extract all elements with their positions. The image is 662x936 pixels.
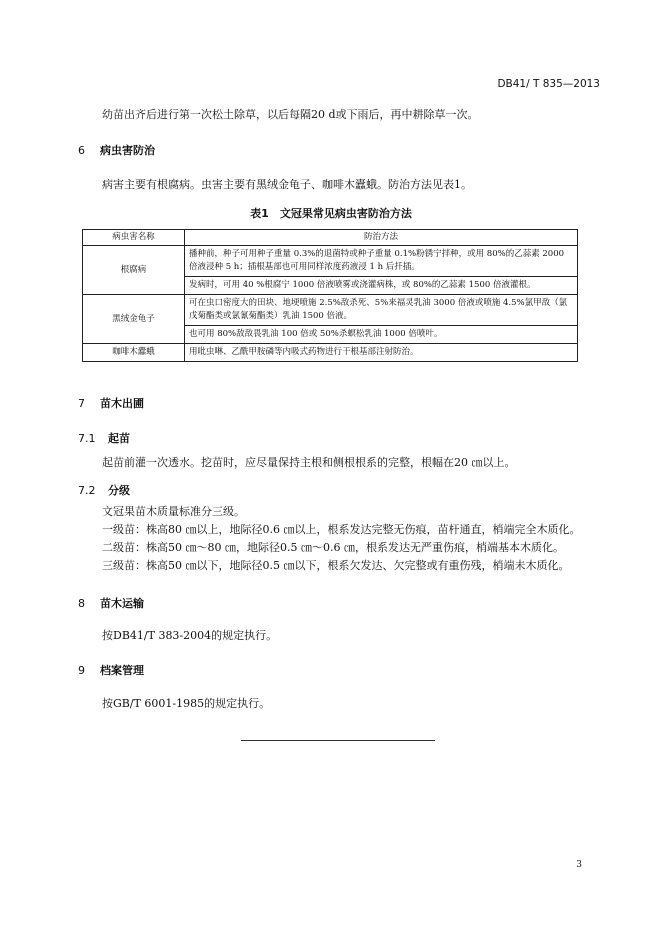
method-line: 发病时，可用 40 %根腐宁 1000 倍液喷雾或浇灌病株，或 80%的乙蒜素 1500 倍液灌根。 <box>189 280 536 290</box>
section-title: 起苗 <box>108 432 130 445</box>
section-number: 6 <box>78 144 85 157</box>
section-6-heading <box>78 142 155 158</box>
method-line: 用吡虫啉、乙酰甲胺磷等内吸式药物进行干根基部注射防治。 <box>189 347 419 357</box>
section-title: 档案管理 <box>100 664 144 677</box>
pest-name-cell: 根腐病 <box>83 246 185 295</box>
transport-paragraph: 按DB41/T 383-2004的规定执行。 <box>102 629 278 642</box>
table-caption: 表1 文冠果常见病虫害防治方法 <box>250 207 412 220</box>
section-number: 7 <box>78 397 85 410</box>
method-cell <box>185 326 578 344</box>
section-9-heading <box>78 662 144 678</box>
standard-code: DB41/ T 835—2013 <box>497 78 600 90</box>
header-method: 防治方法 <box>185 230 578 246</box>
grade-intro-paragraph: 文冠果苗木质量标准分三级。 <box>102 505 245 518</box>
section-7-heading <box>78 395 144 411</box>
section-7-2-heading <box>78 482 130 498</box>
method-line: 戊菊酯类或氯氰菊酯类）乳油 1500 倍液。 <box>189 311 353 321</box>
pest-control-table <box>82 229 578 362</box>
section-title: 苗木出圃 <box>100 397 144 410</box>
section-title: 苗木运输 <box>100 597 144 610</box>
method-line: 播种前，种子可用种子重量 0.3%的退菌特或种子重量 0.1%粉锈宁拌种，或用 80%的乙蒜素 2000 <box>189 249 565 259</box>
method-line: 可在虫口密度大的田块、地埂喷施 2.5%敌杀死、5%来福灵乳油 3000 倍液或喷施 4.5%氯甲敌（氯 <box>189 298 568 308</box>
section-number: 7.2 <box>78 484 96 497</box>
method-line: 倍液浸种 5 h；插根基部也可用同样浓度药液浸 1 h 后扦插。 <box>189 262 420 272</box>
end-line <box>241 740 435 741</box>
table-row <box>83 295 578 326</box>
pest-name-cell: 咖啡木蠹蛾 <box>83 344 185 362</box>
section-number: 9 <box>78 664 85 677</box>
table-row <box>83 344 578 362</box>
header-pest-name: 病虫害名称 <box>83 230 185 246</box>
method-line: 也可用 80%敌敌畏乳油 100 倍或 50%杀螟松乳油 1000 倍喷叶。 <box>189 329 443 339</box>
method-cell <box>185 344 578 362</box>
method-cell <box>185 277 578 295</box>
section-title: 病虫害防治 <box>100 144 155 157</box>
disease-paragraph: 病害主要有根腐病。虫害主要有黑绒金龟子、咖啡木蠹蛾。防治方法见表1。 <box>102 178 472 191</box>
grade-3-paragraph: 三级苗：株高50 ㎝以下，地际径0.5 ㎝以下，根系欠发达、欠完整或有重伤残，梢端未木质化。 <box>102 559 570 572</box>
pest-name-cell: 黑绒金龟子 <box>83 295 185 344</box>
grade-2-paragraph: 二级苗：株高50 ㎝～80 ㎝，地际径0.5 ㎝～0.6 ㎝，根系发达无严重伤痕，梢端基本木质化。 <box>102 541 564 554</box>
weeding-paragraph: 幼苗出齐后进行第一次松土除草，以后每隔20 d或下雨后，再中耕除草一次。 <box>102 108 479 121</box>
section-number: 7.1 <box>78 432 96 445</box>
lifting-paragraph: 起苗前灌一次透水。挖苗时，应尽量保持主根和侧根根系的完整，根幅在20 ㎝以上。 <box>102 456 516 469</box>
archive-paragraph: 按GB/T 6001-1985的规定执行。 <box>102 697 271 710</box>
table-row <box>83 246 578 277</box>
method-cell <box>185 295 578 326</box>
section-title: 分级 <box>108 484 130 497</box>
section-number: 8 <box>78 597 85 610</box>
section-7-1-heading <box>78 430 130 446</box>
section-8-heading <box>78 595 144 611</box>
table-header-row <box>83 230 578 246</box>
page-number: 3 <box>576 860 582 870</box>
grade-1-paragraph: 一级苗：株高80 ㎝以上，地际径0.6 ㎝以上，根系发达完整无伤痕，苗杆通直，梢端完全木质化。 <box>102 523 581 536</box>
method-cell <box>185 246 578 277</box>
